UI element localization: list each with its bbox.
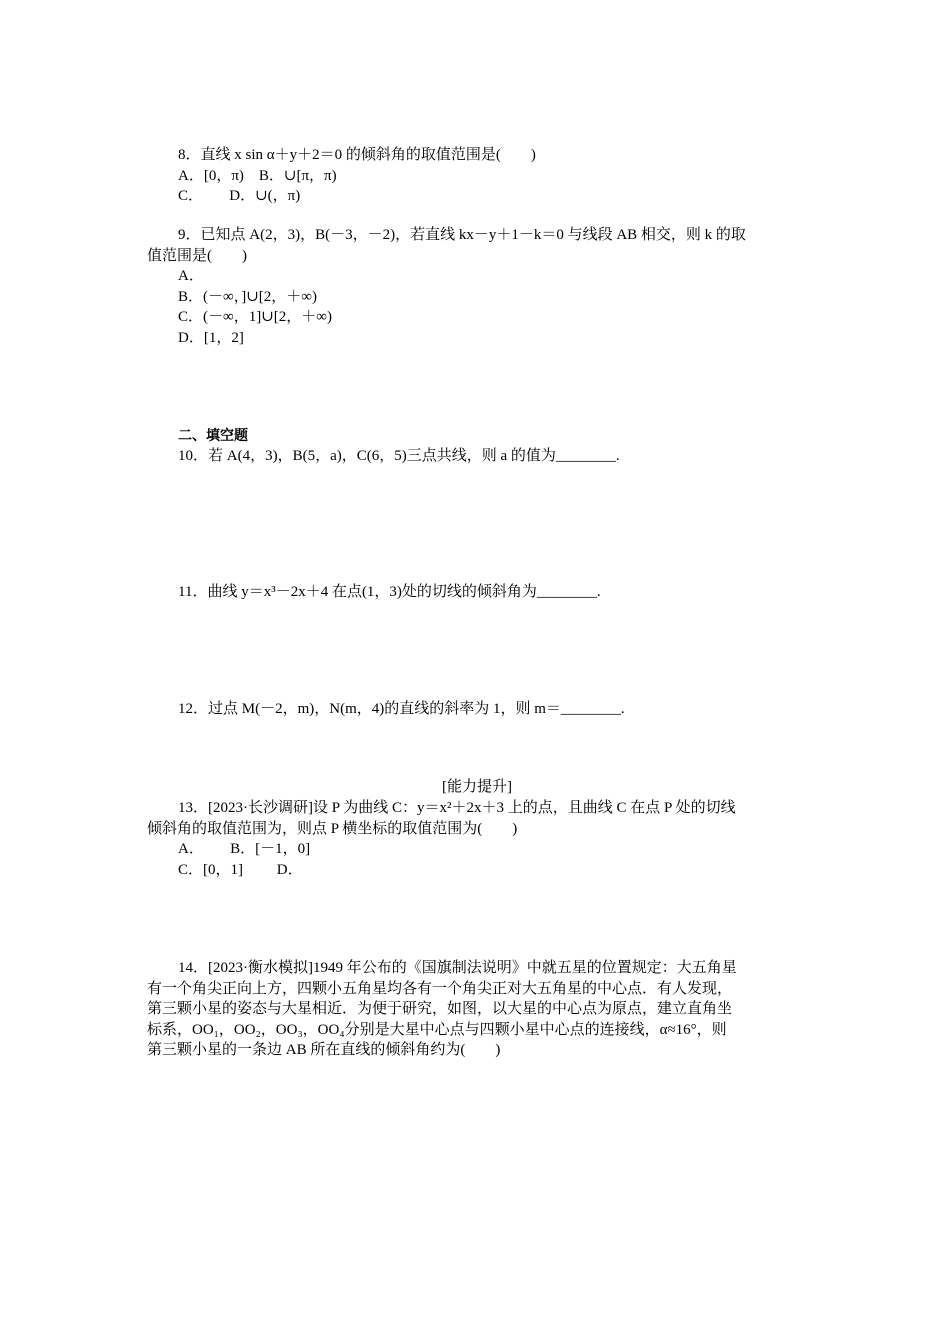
question-14-line2: 有一个角尖正向上方，四颗小五角星均各有一个角尖正对大五角星的中心点．有人发现， <box>147 980 733 997</box>
question-11 <box>147 582 807 603</box>
question-10 <box>147 446 807 467</box>
question-9-option-a: A． <box>178 268 204 284</box>
question-8-options-cd: C． D．∪(，π) <box>178 188 301 204</box>
question-13-options-ab: A． B．[－1，0] <box>178 841 311 857</box>
question-11-stem: 11．曲线 y＝x³－2x＋4 在点(1，3)处的切线的倾斜角为________. <box>178 584 601 600</box>
question-8-options-ab: A．[0，π) B．∪[π，π) <box>178 167 337 184</box>
question-13-options-cd: C．[0，1] D． <box>178 861 303 878</box>
question-9 <box>147 225 807 348</box>
question-9-stem-line2: 值范围是( ) <box>147 247 247 264</box>
question-14-line3: 第三颗小星的姿态与大星相近．为便于研究，如图，以大星的中心点为原点，建立直角坐 <box>147 1001 733 1017</box>
question-12-stem: 12．过点 M(－2，m)，N(m，4)的直线的斜率为 1，则 m＝________. <box>178 701 625 717</box>
question-13-stem-line2: 倾斜角的取值范围为，则点 P 横坐标的取值范围为( ) <box>147 820 518 837</box>
question-12 <box>147 699 807 720</box>
question-13 <box>147 798 807 880</box>
question-14-line1: 14．[2023·衡水模拟]1949 年公布的《国旗制法说明》中就五星的位置规定：大五角星 <box>178 960 737 976</box>
question-9-option-b: B．(－∞，]∪[2，＋∞) <box>178 288 317 305</box>
question-13-stem-line1: 13．[2023·长沙调研]设 P 为曲线 C：y＝x²＋2x＋3 上的点，且曲线 C 在点 P 处的切线 <box>178 800 736 816</box>
section-heading <box>147 426 807 447</box>
section-title: 二、填空题 <box>178 428 248 444</box>
question-14 <box>147 958 807 1061</box>
question-9-option-c: C．(－∞，1]∪[2，＋∞) <box>178 309 332 325</box>
ability-title: [能力提升] <box>442 779 512 795</box>
question-9-option-d: D．[1，2] <box>178 329 244 346</box>
question-8-stem: 8．直线 x sin α＋y＋2＝0 的倾斜角的取值范围是( ) <box>178 147 536 163</box>
question-14-line5: 第三颗小星的一条边 AB 所在直线的倾斜角约为( ) <box>147 1042 501 1058</box>
question-10-stem: 10．若 A(4，3)，B(5，a)，C(6，5)三点共线，则 a 的值为________. <box>178 448 620 464</box>
question-14-line4: 标系，OO₁，OO₂，OO₃，OO₄分别是大星中心点与四颗小星中心点的连接线，α≈16°，则 <box>147 1021 727 1038</box>
question-9-stem-line1: 9．已知点 A(2，3)，B(－3，－2)，若直线 kx－y＋1－k＝0 与线段 AB 相交，则 k 的取 <box>178 227 746 243</box>
ability-heading <box>147 777 807 798</box>
question-8 <box>147 145 807 207</box>
